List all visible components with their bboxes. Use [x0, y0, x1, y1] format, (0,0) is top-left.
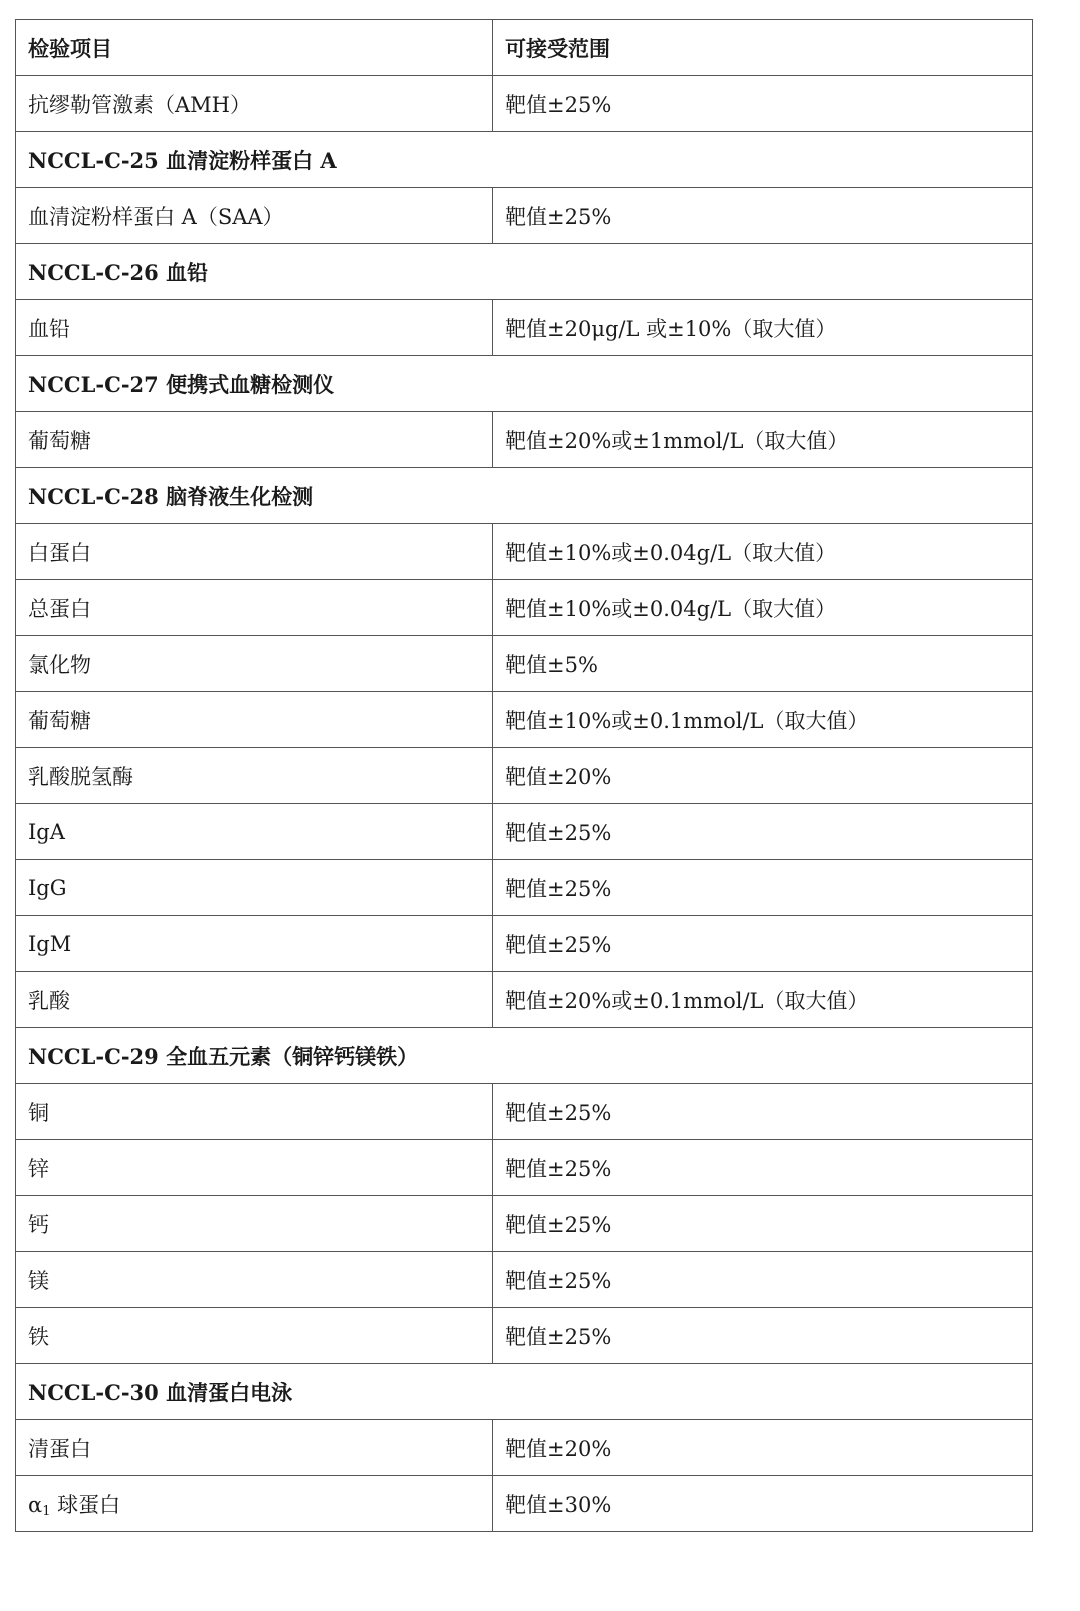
section-title: NCCL-C-27 便携式血糖检测仪	[16, 356, 1033, 412]
acceptable-range-value: 靶值±20%	[493, 748, 1033, 804]
section-header-row	[16, 468, 1033, 524]
table-row	[16, 1196, 1033, 1252]
section-header-row	[16, 1364, 1033, 1420]
test-item-name: 葡萄糖	[16, 412, 493, 468]
test-item-name: 总蛋白	[16, 580, 493, 636]
acceptable-range-value: 靶值±25%	[493, 1084, 1033, 1140]
acceptable-range-value: 靶值±20μg/L 或±10%（取大值）	[493, 300, 1033, 356]
table-row	[16, 636, 1033, 692]
acceptable-range-value: 靶值±25%	[493, 1308, 1033, 1364]
table-row	[16, 972, 1033, 1028]
table-row	[16, 804, 1033, 860]
acceptable-range-value: 靶值±10%或±0.04g/L（取大值）	[493, 524, 1033, 580]
acceptable-range-value: 靶值±10%或±0.04g/L（取大值）	[493, 580, 1033, 636]
test-item-name-subscript: 1	[42, 1503, 51, 1519]
test-item-name: 清蛋白	[16, 1420, 493, 1476]
acceptance-range-table	[15, 19, 1033, 1532]
table-row	[16, 1420, 1033, 1476]
test-item-name: 白蛋白	[16, 524, 493, 580]
section-header-row	[16, 356, 1033, 412]
acceptable-range-value: 靶值±30%	[493, 1476, 1033, 1532]
table-row	[16, 76, 1033, 132]
test-item-name: 氯化物	[16, 636, 493, 692]
test-item-name: 钙	[16, 1196, 493, 1252]
table-row	[16, 1140, 1033, 1196]
test-item-name: 铜	[16, 1084, 493, 1140]
test-item-name: 铁	[16, 1308, 493, 1364]
acceptable-range-value: 靶值±25%	[493, 916, 1033, 972]
test-item-name: 抗缪勒管激素（AMH）	[16, 76, 493, 132]
acceptable-range-value: 靶值±25%	[493, 76, 1033, 132]
test-item-name	[16, 1476, 493, 1532]
section-header-row	[16, 1028, 1033, 1084]
table-body	[16, 76, 1033, 1532]
acceptable-range-value: 靶值±25%	[493, 1196, 1033, 1252]
test-item-name: 乳酸脱氢酶	[16, 748, 493, 804]
acceptable-range-value: 靶值±20%或±0.1mmol/L（取大值）	[493, 972, 1033, 1028]
header-row	[16, 20, 1033, 76]
test-item-name-suffix: 球蛋白	[50, 1492, 121, 1517]
test-item-name: IgM	[16, 916, 493, 972]
section-header-row	[16, 132, 1033, 188]
acceptable-range-value: 靶值±25%	[493, 1252, 1033, 1308]
acceptable-range-value: 靶值±20%	[493, 1420, 1033, 1476]
table-row	[16, 1252, 1033, 1308]
test-item-name: 血清淀粉样蛋白 A（SAA）	[16, 188, 493, 244]
table-row	[16, 748, 1033, 804]
acceptable-range-value: 靶值±25%	[493, 804, 1033, 860]
section-title: NCCL-C-30 血清蛋白电泳	[16, 1364, 1033, 1420]
table-header	[16, 20, 1033, 76]
section-title: NCCL-C-29 全血五元素（铜锌钙镁铁）	[16, 1028, 1033, 1084]
acceptable-range-value: 靶值±25%	[493, 860, 1033, 916]
acceptable-range-value: 靶值±20%或±1mmol/L（取大值）	[493, 412, 1033, 468]
test-item-name: 葡萄糖	[16, 692, 493, 748]
table-row	[16, 1476, 1033, 1532]
test-item-name: IgA	[16, 804, 493, 860]
table-row	[16, 188, 1033, 244]
section-title: NCCL-C-28 脑脊液生化检测	[16, 468, 1033, 524]
table-row	[16, 412, 1033, 468]
section-title: NCCL-C-25 血清淀粉样蛋白 A	[16, 132, 1033, 188]
table-row	[16, 860, 1033, 916]
test-item-name: 血铅	[16, 300, 493, 356]
table-row	[16, 524, 1033, 580]
header-acceptable-range: 可接受范围	[493, 20, 1033, 76]
acceptable-range-value: 靶值±5%	[493, 636, 1033, 692]
test-item-name-prefix: α	[28, 1492, 43, 1517]
header-test-item: 检验项目	[16, 20, 493, 76]
acceptable-range-value: 靶值±10%或±0.1mmol/L（取大值）	[493, 692, 1033, 748]
test-item-name: 锌	[16, 1140, 493, 1196]
table-row	[16, 300, 1033, 356]
section-title: NCCL-C-26 血铅	[16, 244, 1033, 300]
test-item-name: IgG	[16, 860, 493, 916]
table-row	[16, 1308, 1033, 1364]
table-row	[16, 580, 1033, 636]
section-header-row	[16, 244, 1033, 300]
acceptable-range-value: 靶值±25%	[493, 188, 1033, 244]
table-row	[16, 1084, 1033, 1140]
table-row	[16, 916, 1033, 972]
test-item-name: 乳酸	[16, 972, 493, 1028]
acceptable-range-value: 靶值±25%	[493, 1140, 1033, 1196]
test-item-name: 镁	[16, 1252, 493, 1308]
table-row	[16, 692, 1033, 748]
